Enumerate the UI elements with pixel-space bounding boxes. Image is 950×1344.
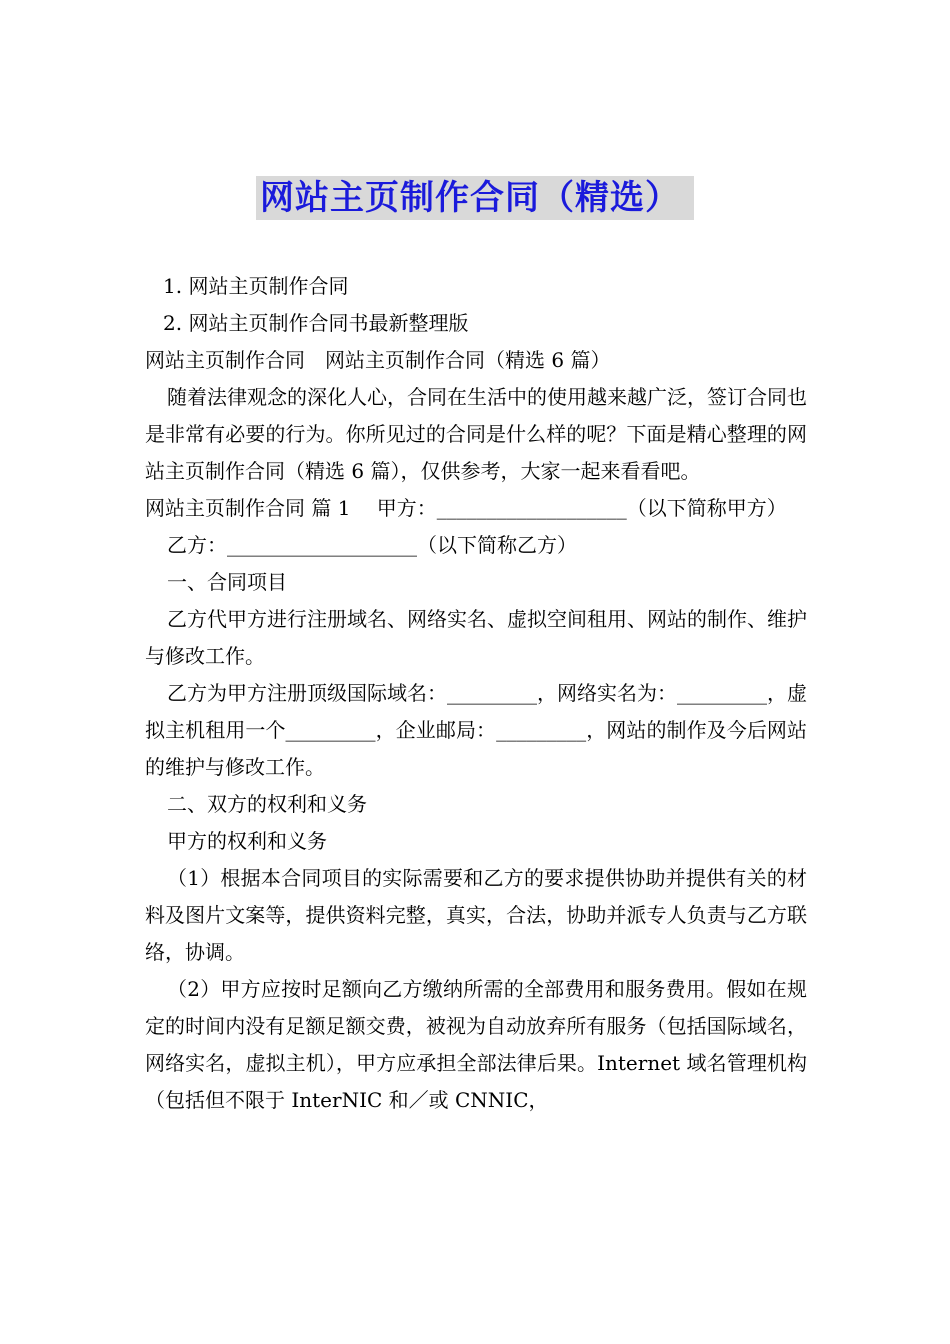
paragraph: 甲方的权利和义务: [167, 829, 327, 853]
paragraph: （1）根据本合同项目的实际需要和乙方的要求提供协助并提供有关的材料及图片文案等，提供资料完整，真实，合法，协助并派专人负责与乙方联络，协调。: [145, 866, 807, 964]
paragraph: 一、合同项目: [167, 570, 287, 594]
paragraph: （2）甲方应按时足额向乙方缴纳所需的全部费用和服务费用。假如在规定的时间内没有足额足额交费，被视为自动放弃所有服务（包括国际域名，网络实名，虚拟主机），甲方应承担全部法律后果。Internet 域名管理机构（包括但不限于 InterNIC 和／或 CNNIC，: [145, 977, 807, 1112]
paragraph: 二、双方的权利和义务: [167, 792, 367, 816]
document-title: 网站主页制作合同（精选）: [256, 176, 694, 220]
paragraph: 1. 网站主页制作合同: [163, 274, 349, 298]
paragraph: 乙方：___________________（以下简称乙方）: [167, 533, 577, 557]
paragraph: 2. 网站主页制作合同书最新整理版: [163, 311, 469, 335]
document-body: [145, 268, 807, 1119]
paragraph: 乙方为甲方注册顶级国际域名：_________，网络实名为：_________，虚拟主机租用一个_________，企业邮局：_________，网站的制作及今后网站的维护与修改工作。: [145, 681, 807, 779]
paragraph: 乙方代甲方进行注册域名、网络实名、虚拟空间租用、网站的制作、维护与修改工作。: [145, 607, 807, 668]
paragraph: 网站主页制作合同 网站主页制作合同（精选 6 篇）: [145, 348, 611, 372]
title-container: [0, 176, 950, 220]
paragraph: 网站主页制作合同 篇 1 甲方：___________________（以下简称甲方）: [145, 496, 787, 520]
paragraph: 随着法律观念的深化人心，合同在生活中的使用越来越广泛，签订合同也是非常有必要的行为。你所见过的合同是什么样的呢？下面是精心整理的网站主页制作合同（精选 6 篇），仅供参考，大家一起来看看吧。: [145, 385, 807, 483]
